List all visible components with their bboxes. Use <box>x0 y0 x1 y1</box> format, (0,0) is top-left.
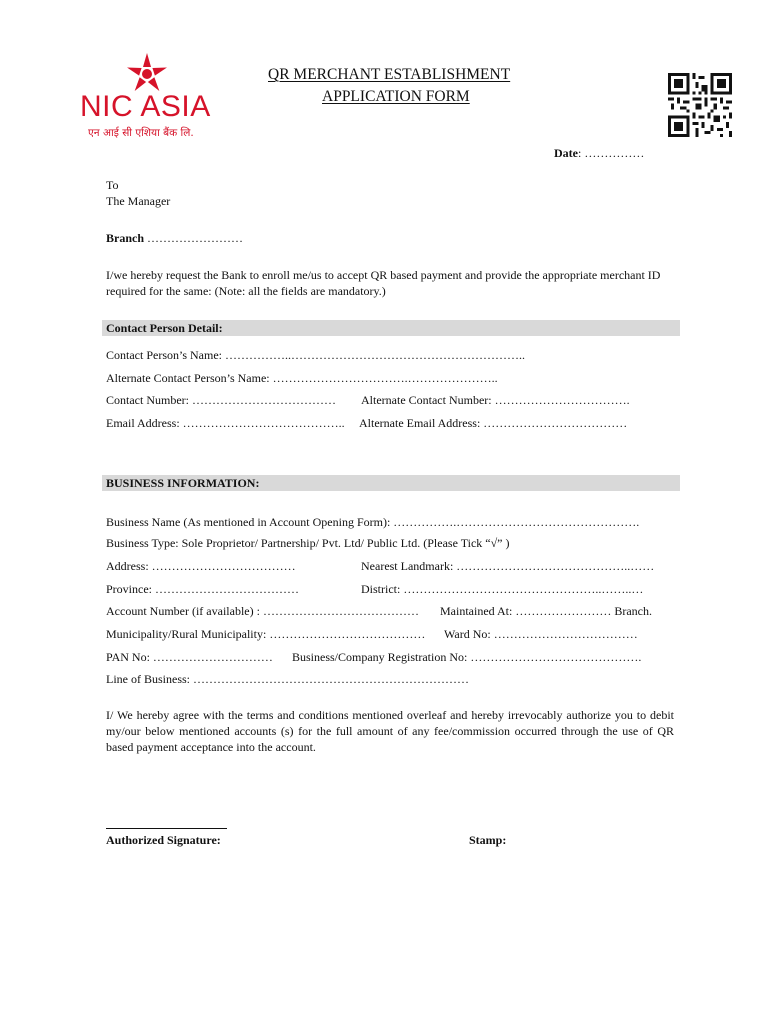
alt-contact-name-field[interactable]: Alternate Contact Person’s Name: …………………………….………………….. <box>106 371 498 385</box>
branch-line <box>106 231 243 246</box>
municipality-field[interactable]: Municipality/Rural Municipality: ………………………………… <box>106 627 426 641</box>
maintained-at-field[interactable]: Maintained At: …………………… Branch. <box>440 604 652 618</box>
line-of-business-field[interactable]: Line of Business: …………………………………………………………… <box>106 672 469 686</box>
contact-section-header <box>102 320 680 336</box>
alt-email-field[interactable]: Alternate Email Address: ……………………………… <box>359 416 628 430</box>
signature-line <box>106 828 227 829</box>
date-field[interactable]: : …………… <box>578 146 645 160</box>
contact-name-field[interactable]: Contact Person’s Name: ……………..………………………………………………….. <box>106 348 525 362</box>
stamp-label: Stamp: <box>469 833 507 847</box>
intro-paragraph: I/we hereby request the Bank to enroll me/us to accept QR based payment and provide the appropriate merchant ID required for the same: (Note: all the fields are mandatory.) <box>106 268 661 298</box>
brand-name: NIC ASIA <box>80 90 211 123</box>
bank-logo <box>80 52 220 144</box>
registration-field[interactable]: Business/Company Registration No: ……………………………………. <box>292 650 642 664</box>
address-field[interactable]: Address: ……………………………… <box>106 559 296 573</box>
to-line: To <box>106 178 119 192</box>
qr-code <box>668 73 732 137</box>
account-number-field[interactable]: Account Number (if available) : ………………………………… <box>106 604 419 618</box>
province-field[interactable]: Province: ……………………………… <box>106 582 299 596</box>
date-line <box>554 146 644 161</box>
district-field[interactable]: District: …………………………………………..……..… <box>361 582 644 596</box>
form-title-line2: APPLICATION FORM <box>322 88 470 105</box>
contact-section-title: Contact Person Detail: <box>106 321 223 335</box>
signature-label: Authorized Signature: <box>106 833 221 847</box>
branch-field[interactable]: …………………… <box>144 231 244 245</box>
branch-label: Branch <box>106 231 145 245</box>
landmark-field[interactable]: Nearest Landmark: ……………………………………..…… <box>361 559 655 573</box>
agreement-paragraph: I/ We hereby agree with the terms and conditions mentioned overleaf and hereby irrevocably authorize you to debit my/our below mentioned accounts (s) for the full amount of any fee/commission occurred through the use of QR based payment acceptance into the account. <box>106 708 674 754</box>
qr-code-icon <box>668 73 732 137</box>
business-name-field[interactable]: Business Name (As mentioned in Account Opening Form): …………….………………………………………. <box>106 515 640 529</box>
email-field[interactable]: Email Address: ………………………………….. <box>106 416 345 430</box>
manager-line: The Manager <box>106 194 171 208</box>
ward-field[interactable]: Ward No: ……………………………… <box>444 627 638 641</box>
business-type-field[interactable]: Business Type: Sole Proprietor/ Partnership/ Pvt. Ltd/ Public Ltd. (Please Tick “√” ) <box>106 536 510 550</box>
form-title-line1: QR MERCHANT ESTABLISHMENT <box>268 66 511 83</box>
pan-field[interactable]: PAN No: ………………………… <box>106 650 273 664</box>
business-section-title: BUSINESS INFORMATION: <box>106 476 260 490</box>
business-section-header <box>102 475 680 491</box>
alt-contact-number-field[interactable]: Alternate Contact Number: ……………………………. <box>361 393 630 407</box>
date-label: Date <box>554 146 578 160</box>
contact-number-field[interactable]: Contact Number: ……………………………… <box>106 393 336 407</box>
brand-tagline: एन आई सी एशिया बैंक लि. <box>88 127 194 139</box>
